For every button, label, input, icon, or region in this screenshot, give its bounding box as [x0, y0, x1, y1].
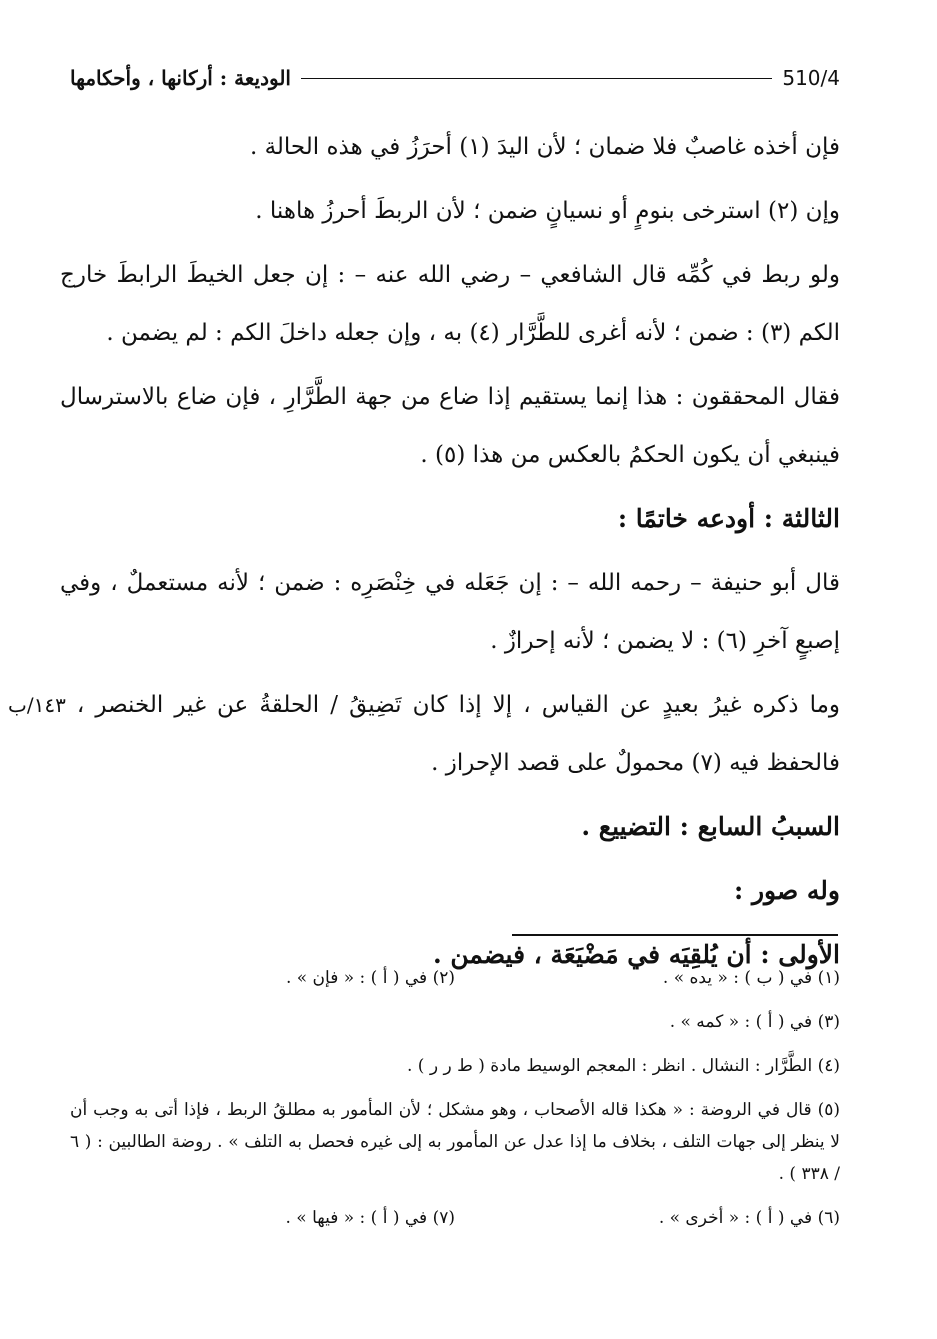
header-rule: [301, 78, 772, 79]
footnote-6: (٦) في ( أ ) : « أخرى » .: [658, 1208, 840, 1228]
paragraph-2: وإن (٢) استرخى بنومٍ أو نسيانٍ ضمن ؛ لأن الربطَ أحرزُ هاهنا .: [255, 198, 840, 224]
footnotes: [70, 962, 840, 1246]
paragraph-1: فإن أخذه غاصبٌ فلا ضمان ؛ لأن اليدَ (١) أحرَزُ في هذه الحالة .: [249, 134, 840, 160]
paragraph-first-form: الأولى : أن يُلقِيَه في مَضْيَعَة ، فيضمن .: [432, 940, 840, 969]
margin-folio-note: ١٤٣/ب: [8, 693, 66, 717]
paragraph-4: فقال المحققون : هذا إنما يستقيم إذا ضاع من جهة الطَّرَّارِ ، فإن ضاع بالاسترسال فينبغي أن يكون الحكمُ بالعكس من هذا (٥) .: [60, 384, 840, 468]
section-heading-seventh-cause: السببُ السابع : التضييع .: [581, 812, 840, 841]
page-number: 510/4: [782, 66, 840, 90]
footnote-7: (٧) في ( أ ) : « فيها » .: [285, 1208, 455, 1228]
footnote-row-2: [70, 1202, 840, 1234]
main-text: [8, 118, 841, 990]
subheading-forms: وله صور :: [734, 876, 840, 905]
paragraph-5: قال أبو حنيفة – رحمه الله – : إن جَعَله في خِنْصَرِه : ضمن ؛ لأنه مستعملٌ ، وفي إصبعٍ آخرِ (٦) : لا يضمن ؛ لأنه إحرازٌ .: [60, 570, 840, 654]
section-heading-third: الثالثة : أودعه خاتمًا :: [617, 504, 840, 533]
footnote-3: (٣) في ( أ ) : « كمه » .: [669, 1012, 840, 1032]
paragraph-6-part-1: وما ذكره غيرُ بعيدٍ عن القياس ، إلا إذا كان تَضِيقُ / الحلقةُ عن غير الخنصر ،: [76, 692, 841, 718]
paragraph-6: [8, 676, 841, 792]
footnote-4: (٤) الطَّرَّار : النشال . انظر : المعجم الوسيط مادة ( ط ر ر ) .: [407, 1056, 840, 1076]
page-header: [70, 60, 840, 96]
paragraph-3: ولو ربط في كُمِّه قال الشافعي – رضي الله عنه – : إن جعل الخيطَ الرابطَ خارج الكم (٣) : ضمن ؛ لأنه أغرى للطَّرَّار (٤) به ، وإن جعله داخلَ الكم : لم يضمن .: [60, 262, 840, 346]
footnote-5: (٥) قال في الروضة : « هكذا قاله الأصحاب ، وهو مشكل ؛ لأن المأمور به مطلقُ الربط ، فإذا أتى به وجب أن لا ينظر إلى جهات التلف ، بخلاف ما إذا عدل عن المأمور به إلى غيره فحصل به التلف » . روضة الطالبين : ( ٦ / ٣٣٨ ) .: [70, 1100, 840, 1184]
footnote-rule: [512, 934, 838, 936]
footnote-2: (٢) في ( أ ) : « فإن » .: [285, 968, 455, 988]
running-title: الوديعة : أركانها ، وأحكامها: [70, 66, 291, 90]
footnote-1: (١) في ( ب ) : « يده » .: [662, 968, 840, 988]
paragraph-6-part-2: فالحفظ فيه (٧) محمولٌ على قصد الإحراز .: [431, 750, 840, 776]
footnote-row-1: [70, 962, 840, 994]
